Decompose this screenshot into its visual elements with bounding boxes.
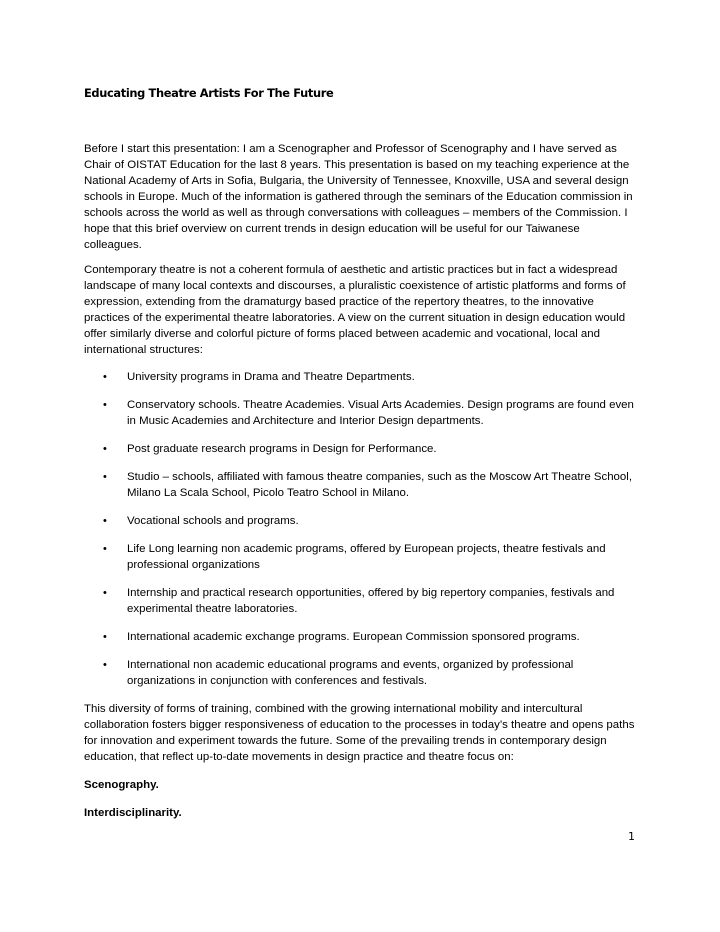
list-item	[84, 397, 636, 429]
bullet-icon: •	[103, 631, 107, 643]
document-title: Educating Theatre Artists For The Future	[84, 86, 334, 100]
list-item-text: International non academic educational programs and events, organized by professional organizations in conjunction with conferences and festivals.	[127, 659, 574, 687]
diversity-paragraph: This diversity of forms of training, combined with the growing international mobility and intercultural collaboration fosters bigger responsiveness of education to the processes in today’s theatre and opens paths for innovation and experiment towards the future. Some of the prevailing trends in contemporary design education, that reflect up-to-date movements in design practice and theatre focus on:	[84, 703, 635, 763]
list-item	[84, 469, 636, 501]
list-item	[84, 369, 636, 385]
list-item	[84, 441, 636, 457]
list-item-text: Internship and practical research opportunities, offered by big repertory companies, festivals and experimental theatre laboratories.	[127, 587, 615, 615]
document-body	[84, 141, 636, 821]
list-item-text: Studio – schools, affiliated with famous theatre companies, such as the Moscow Art Theatre School, Milano La Scala School, Picolo Teatro School in Milano.	[127, 471, 633, 499]
heading-scenography: Scenography.	[84, 779, 159, 791]
bullet-icon: •	[103, 659, 107, 671]
page-number: 1	[628, 830, 635, 843]
list-item-text: Conservatory schools. Theatre Academies. Visual Arts Academies. Design programs are found even in Music Academies and Architecture and Interior Design departments.	[127, 399, 634, 427]
list-item	[84, 513, 636, 529]
context-paragraph: Contemporary theatre is not a coherent formula of aesthetic and artistic practices but in fact a widespread landscape of many local contexts and discourses, a pluralistic coexistence of artistic platforms and forms of expression, extending from the dramaturgy based practice of the repertory theatres, to the innovative practices of the experimental theatre laboratories. A view on the current situation in design education would offer similarly diverse and colorful picture of forms placed between academic and vocational, local and international structures:	[84, 264, 626, 356]
bullet-icon: •	[103, 543, 107, 555]
bullet-icon: •	[103, 443, 107, 455]
list-item	[84, 629, 636, 645]
bullet-icon: •	[103, 587, 107, 599]
list-item-text: Vocational schools and programs.	[127, 515, 299, 527]
bullet-icon: •	[103, 399, 107, 411]
list-item	[84, 541, 636, 573]
list-item	[84, 657, 636, 689]
list-item-text: Life Long learning non academic programs, offered by European projects, theatre festivals and professional organizations	[127, 543, 606, 571]
bullet-icon: •	[103, 515, 107, 527]
list-item-text: Post graduate research programs in Design for Performance.	[127, 443, 437, 455]
heading-interdisciplinarity: Interdisciplinarity.	[84, 807, 182, 819]
bullet-icon: •	[103, 471, 107, 483]
list-item	[84, 585, 636, 617]
list-item-text: International academic exchange programs. European Commission sponsored programs.	[127, 631, 580, 643]
intro-paragraph: Before I start this presentation: I am a Scenographer and Professor of Scenography and I have served as Chair of OISTAT Education for the last 8 years. This presentation is based on my teaching experience at the National Academy of Arts in Sofia, Bulgaria, the University of Tennessee, Knoxville, USA and several design schools in Europe. Much of the information is gathered through the seminars of the Education commission in schools across the world as well as through conversations with colleagues – members of the Commission. I hope that this brief overview on current trends in design education will be useful for our Taiwanese colleagues.	[84, 143, 633, 251]
bullet-icon: •	[103, 371, 107, 383]
list-item-text: University programs in Drama and Theatre Departments.	[127, 371, 415, 383]
program-types-list	[84, 369, 636, 689]
